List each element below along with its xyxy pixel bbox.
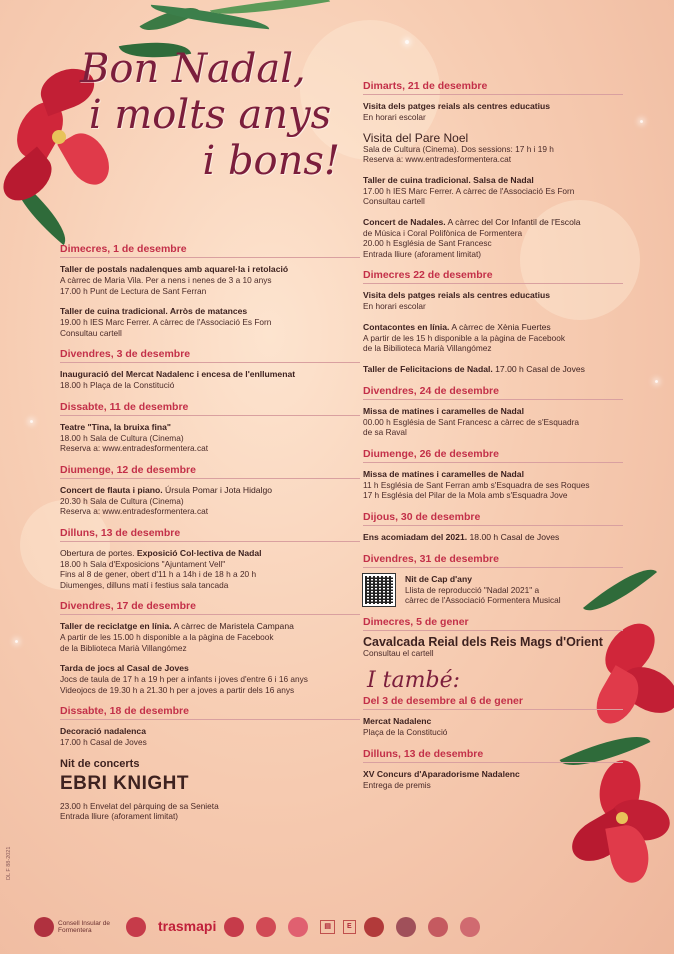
schedule-left-column: [60, 243, 360, 832]
sponsor-logo: [364, 917, 388, 937]
event-detail: A partir de les 15 h disponible a la pàgina de Facebook: [363, 332, 566, 343]
date-heading: Dissabte, 11 de desembre: [60, 401, 360, 416]
event-title: [363, 322, 623, 333]
event-detail: En horari escolar: [363, 112, 426, 122]
event-detail: 23.00 h Envelat del pàrquing de sa Senieta: [60, 800, 219, 811]
event-title: Visita dels patges reials als centres educatius: [363, 101, 551, 111]
event-detail: 18.00 h Sala d'Exposicions "Ajuntament Vell": [60, 558, 226, 569]
title-line-1: Bon Nadal,: [80, 46, 306, 92]
event-item: [363, 469, 623, 501]
event-detail: Sala de Cultura (Cinema). Dos sessions: 17 h i 19 h: [363, 143, 554, 154]
event-title: Inauguració del Mercat Nadalenc i encesa de l'enllumenat: [60, 369, 296, 379]
date-heading: Diumenge, 12 de desembre: [60, 464, 360, 479]
date-heading: Del 3 de desembre al 6 de gener: [363, 695, 623, 710]
event-title: Decoració nadalenca: [60, 726, 146, 736]
event-title-bold: Taller de Felicitacions de Nadal.: [363, 363, 493, 374]
event-detail: de Música i Coral Polifònica de Formentera: [363, 227, 523, 238]
event-detail: de sa Raval: [363, 427, 407, 437]
music-note-icon: [364, 917, 384, 937]
concert-item: [60, 758, 360, 822]
qr-code-icon[interactable]: [363, 574, 395, 606]
event-title: Taller de postals nadalenques amb aquarel·la i retolació: [60, 264, 289, 274]
sparkle-light: [655, 380, 658, 383]
sparkle-light: [15, 640, 18, 643]
sponsor-logo: [396, 917, 420, 937]
event-item: [363, 217, 623, 260]
radio-icon: [224, 917, 244, 937]
event-detail: 17.00 h Punt de Lectura de Sant Ferran: [60, 285, 207, 296]
event-detail: En horari escolar: [363, 301, 426, 311]
event-item: [60, 663, 360, 695]
event-link[interactable]: Reserva a: www.entradesformentera.cat: [60, 443, 209, 453]
poster-title: [60, 46, 360, 184]
event-title-normal: Úrsula Pomar i Jota Hidalgo: [162, 484, 273, 495]
date-heading: Divendres, 24 de desembre: [363, 385, 623, 400]
event-detail: 17 h Església del Pilar de la Mola amb s'Esquadra Jove: [363, 490, 568, 500]
sparkle-light: [640, 120, 643, 123]
event-title-normal: A càrrec del Cor Infantil de l'Escola: [445, 216, 581, 227]
sponsor-logo: [320, 920, 335, 934]
event-title-normal: 18.00 h Casal de Joves: [467, 531, 560, 542]
event-item: [363, 634, 623, 659]
event-title: Missa de matines i caramelles de Nadal: [363, 468, 524, 479]
event-title: [363, 364, 623, 375]
date-heading: Dimarts, 21 de desembre: [363, 80, 623, 95]
date-heading: Diumenge, 26 de desembre: [363, 448, 623, 463]
event-item: [363, 716, 623, 738]
youth-emblem-icon: [428, 917, 448, 937]
event-title-normal: A càrrec de Xènia Fuertes: [449, 321, 551, 332]
date-heading: Dimecres, 5 de gener: [363, 616, 623, 631]
formentera-logo: [126, 917, 150, 937]
event-detail: 18.00 h Plaça de la Constitució: [60, 380, 175, 390]
event-title-bold: Taller de reciclatge en línia.: [60, 621, 172, 631]
event-item: [363, 101, 623, 123]
event-item: [60, 264, 360, 296]
event-item: [363, 322, 623, 354]
event-link[interactable]: Reserva a: www.entradesformentera.cat: [363, 154, 512, 164]
event-item: [60, 548, 360, 591]
date-heading: Divendres, 17 de desembre: [60, 600, 360, 615]
event-title: Mercat Nadalenc: [363, 716, 432, 726]
date-heading: Divendres, 31 de desembre: [363, 553, 623, 568]
event-title: XV Concurs d'Aparadorisme Nadalenc: [363, 768, 520, 779]
event-detail: 19.00 h IES Marc Ferrer. A càrrec de l'Associació Es Forn: [60, 317, 272, 327]
event-title: Visita dels patges reials als centres educatius: [363, 290, 551, 300]
event-text: [405, 574, 561, 606]
trasmapi-logo: [158, 918, 217, 935]
event-link[interactable]: Reserva a: www.entradesformentera.cat: [60, 506, 209, 516]
event-item: [363, 290, 623, 312]
event-detail: 20.30 h Sala de Cultura (Cinema): [60, 495, 184, 506]
event-title: [60, 621, 360, 632]
date-heading: Dimecres 22 de desembre: [363, 269, 623, 284]
date-heading: Dilluns, 13 de desembre: [60, 527, 360, 542]
event-detail: Consultau el cartell: [363, 647, 434, 658]
sponsor-logo: [256, 917, 280, 937]
legal-deposit: DL F 88-2021: [6, 846, 12, 880]
date-heading: Dijous, 30 de desembre: [363, 511, 623, 526]
event-detail: Entrega de premis: [363, 779, 431, 790]
event-item: [60, 422, 360, 454]
sparkle-light: [405, 40, 409, 44]
event-item: [60, 306, 360, 338]
event-item: [60, 485, 360, 517]
event-detail: de la Bibilioteca Marià Villangómez: [363, 343, 492, 353]
event-title: Taller de cuina tradicional. Salsa de Nadal: [363, 174, 534, 185]
event-title: Visita del Pare Noel: [363, 130, 469, 145]
event-detail: Jocs de taula de 17 h a 19 h per a infants i joves d'entre 6 i 16 anys: [60, 674, 308, 684]
event-title: [60, 548, 360, 559]
event-item: [363, 130, 623, 165]
event-detail: càrrec de l'Associació Formentera Musical: [405, 595, 561, 605]
event-detail: 00.00 h Església de Sant Francesc a càrrec de s'Esquadra: [363, 416, 580, 427]
consell-logo: [34, 917, 118, 937]
event-title: [60, 485, 360, 496]
event-detail: de la Biblioteca Marià Villangómez: [60, 642, 187, 653]
event-item: [60, 726, 360, 748]
event-title-bold: Exposició Col·lectiva de Nadal: [136, 547, 262, 558]
event-title-normal: 17.00 h Casal de Joves: [492, 363, 585, 374]
cultural-badge-icon: E: [343, 920, 356, 934]
sponsor-logo: [224, 917, 248, 937]
date-heading: Dilluns, 13 de desembre: [363, 748, 623, 763]
sparkle-light: [30, 420, 33, 423]
event-title-normal: Obertura de portes.: [60, 547, 137, 558]
also-heading: I també:: [367, 668, 461, 693]
date-heading: Divendres, 3 de desembre: [60, 348, 360, 363]
sponsor-logo: [460, 917, 484, 937]
event-title-bold: Ens acomiadam del 2021.: [363, 531, 468, 542]
event-title-bold: Concert de Nadales.: [363, 216, 446, 227]
event-title: Taller de cuina tradicional. Arròs de matances: [60, 306, 248, 316]
band-name: EBRI KNIGHT: [60, 772, 189, 794]
event-item: [363, 175, 623, 207]
sponsor-footer: [0, 900, 674, 954]
radio-station-icon: [256, 917, 276, 937]
event-item: [363, 364, 623, 375]
event-item: [363, 574, 623, 606]
sponsor-logo: [343, 920, 356, 934]
sponsor-logo: [288, 917, 312, 937]
shopping-badge-icon: [288, 917, 308, 937]
pine-branch-decoration: [150, 0, 340, 50]
event-detail: 17.00 h Casal de Joves: [60, 737, 147, 747]
event-detail: Plaça de la Constitució: [363, 727, 448, 737]
event-title-bold: Contacontes en línia.: [363, 321, 450, 332]
sponsor-logo: [428, 917, 452, 937]
event-detail: Fins al 8 de gener, obert d'11 h a 14h i de 18 h a 20 h: [60, 569, 257, 579]
event-title: Nit de Cap d'any: [405, 573, 472, 584]
event-item: [60, 621, 360, 653]
event-detail: 18.00 h Sala de Cultura (Cinema): [60, 432, 184, 443]
event-title: [363, 532, 623, 543]
event-title: Teatre "Tina, la bruixa fina": [60, 421, 171, 432]
event-title: Cavalcada Reial dels Reis Mags d'Orient: [363, 634, 603, 649]
event-item: [363, 406, 623, 438]
library-badge-icon: ▤: [320, 920, 335, 934]
event-title: [363, 217, 623, 228]
event-title-bold: Concert de flauta i piano.: [60, 484, 163, 495]
consell-name: Consell Insular de Formentera: [58, 919, 111, 934]
event-detail: Diumenges, dilluns matí i festius sala tancada: [60, 579, 229, 590]
event-item: [363, 769, 623, 791]
association-emblem-icon: [460, 917, 480, 937]
event-detail: 17.00 h IES Marc Ferrer. A càrrec de l'Associació Es Forn: [363, 185, 575, 196]
concert-heading: Nit de concerts: [60, 757, 140, 770]
event-detail: A partir de les 15.00 h disponible a la pàgina de Facebook: [60, 632, 274, 642]
trasmapi-name: trasmapi: [158, 918, 217, 935]
event-title: Tarda de jocs al Casal de Joves: [60, 663, 189, 673]
heart-emblem-icon: [126, 917, 146, 937]
date-heading: Dimecres, 1 de desembre: [60, 243, 360, 258]
event-detail: Consultau cartell: [363, 196, 425, 206]
event-detail: Llista de reproducció "Nadal 2021" a: [405, 584, 540, 595]
event-detail: Entrada lliure (aforament limitat): [60, 811, 179, 821]
event-detail: Entrada lliure (aforament limitat): [363, 248, 482, 259]
event-detail: A càrrec de Maria Vila. Per a nens i nenes de 3 a 10 anys: [60, 275, 272, 285]
event-detail: Consultau cartell: [60, 327, 122, 338]
event-item: [363, 532, 623, 543]
event-title: Missa de matines i caramelles de Nadal: [363, 405, 524, 416]
schedule-right-column: [363, 80, 623, 800]
coat-of-arms-icon: [34, 917, 54, 937]
date-heading: Dissabte, 18 de desembre: [60, 705, 360, 720]
event-title-normal: A càrrec de Maristela Campana: [171, 621, 294, 631]
event-item: [60, 369, 360, 391]
title-line-2: i molts anys: [88, 92, 332, 138]
school-emblem-icon: [396, 917, 416, 937]
event-detail: 20.00 h Església de Sant Francesc: [363, 238, 492, 248]
title-line-3: i bons!: [202, 138, 340, 184]
event-detail: 11 h Església de Sant Ferran amb s'Esquadra de ses Roques: [363, 479, 590, 490]
event-detail: Videojocs de 19.30 h a 21.30 h per a joves a partir dels 16 anys: [60, 684, 295, 695]
